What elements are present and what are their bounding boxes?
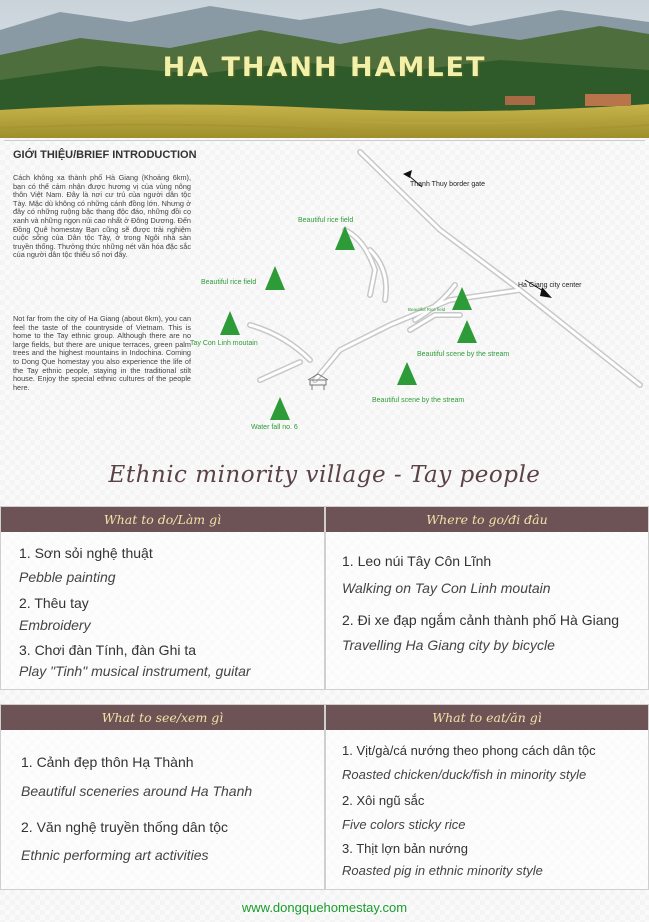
activity-title: 1. Vịt/gà/cá nướng theo phong cách dân tộc	[342, 743, 596, 758]
map-label-mountain: Tay Con Linh moutain	[190, 340, 258, 347]
website-link[interactable]: www.dongquehomestay.com	[241, 900, 408, 915]
map-label-rice-field: Beautiful rice field	[298, 217, 354, 224]
activity-title: 2. Thêu tay	[19, 595, 89, 611]
activity-title: 1. Sơn sỏi nghệ thuật	[19, 545, 153, 561]
tree-icons	[220, 226, 477, 420]
activity-subtitle: Beautiful sceneries around Ha Thanh	[21, 783, 253, 799]
map-label-rice-field: Beautiful rice field	[201, 279, 257, 286]
activity-subtitle: Embroidery	[19, 617, 91, 633]
what-to-do-box	[0, 506, 325, 690]
intro-text-vietnamese: Cách không xa thành phố Hà Giang (Khoảng 6km), bạn có thể cảm nhận được hương vị của vùng nông thôn Việt Nam. Đây là nơi cư trú của người dân tộc Tày. Mặc dù không có những cánh đồng lớn. Nhưng ở đây có những ruộng bậc thang độc đáo, những đồi cọ xanh và những ngọn núi cao nhất ở Đông Dương. Đến Đồng Quê homestay Bạn cũng sẽ được trải nghiệm cuộc sống của Dân tộc Tày, ở trong Ngôi nhà sàn truyền thống. Thưởng thức những nét văn hóa đặc sắc của người dân tộc thiểu số nơi đây.	[13, 173, 191, 260]
what-to-do-heading: What to do/Làm gì	[1, 507, 324, 532]
activity-title: 3. Thịt lợn bản nướng	[342, 841, 468, 856]
activity-title: 3. Chơi đàn Tính, đàn Ghi ta	[19, 642, 197, 658]
activity-subtitle: Walking on Tay Con Linh moutain	[342, 580, 551, 596]
intro-text-english: Not far from the city of Ha Giang (about 6km), you can feel the taste of the countryside of Vietnam. This is home to the Tay ethnic group. Although there are no large fields, but there are unique terraces, green palm trees and the highest mountains in Indochina. Coming to Dong Que homestay you also experience the life of the Tay ethnic people, staying in the traditional stilt house. Enjoy the special ethnic cultures of the people here.	[13, 314, 191, 392]
intro-heading: GIỚI THIỆU/BRIEF INTRODUCTION	[13, 149, 197, 161]
activity-title: 2. Đi xe đạp ngắm cảnh thành phố Hà Giang	[342, 612, 620, 628]
map-label-border-gate: Thanh Thuy border gate	[410, 181, 485, 188]
where-to-go-box	[325, 506, 649, 690]
activity-subtitle: Travelling Ha Giang city by bicycle	[342, 637, 555, 653]
what-to-eat-box	[325, 704, 649, 890]
area-map	[190, 140, 645, 445]
activity-subtitle: Pebble painting	[19, 569, 116, 585]
activity-subtitle: Roasted pig in ethnic minority style	[342, 863, 543, 878]
page-title: HA THANH HAMLET	[162, 52, 487, 83]
map-label-waterfall: Water fall no. 6	[251, 424, 298, 431]
activity-subtitle: Ethnic performing art activities	[21, 847, 209, 863]
activity-title: 2. Xôi ngũ sắc	[342, 793, 425, 808]
what-to-see-heading: What to see/xem gì	[1, 705, 324, 730]
hero-banner	[0, 0, 649, 138]
map-label-stream: Beautiful scene by the stream	[372, 397, 465, 404]
activity-subtitle: Roasted chicken/duck/fish in minority style	[342, 767, 587, 782]
map-label-stream: Beautiful scene by the stream	[417, 351, 510, 358]
activity-subtitle: Five colors sticky rice	[342, 817, 466, 832]
activity-subtitle: Play "Tinh" musical instrument, guitar	[19, 663, 251, 679]
section-title: Ethnic minority village - Tay people	[108, 462, 541, 488]
where-to-go-heading: Where to go/đi đâu	[326, 507, 648, 532]
activity-title: 1. Cảnh đẹp thôn Hạ Thành	[21, 754, 194, 770]
activity-title: 2. Văn nghệ truyền thống dân tộc	[21, 819, 229, 835]
map-label-city-center: Ha Giang city center	[518, 282, 582, 289]
what-to-see-box	[0, 704, 325, 890]
activity-title: 1. Leo núi Tây Côn Lĩnh	[342, 553, 492, 569]
map-label-rice-field: Beautiful Rice field	[408, 307, 446, 312]
what-to-eat-heading: What to eat/ăn gì	[326, 705, 648, 730]
